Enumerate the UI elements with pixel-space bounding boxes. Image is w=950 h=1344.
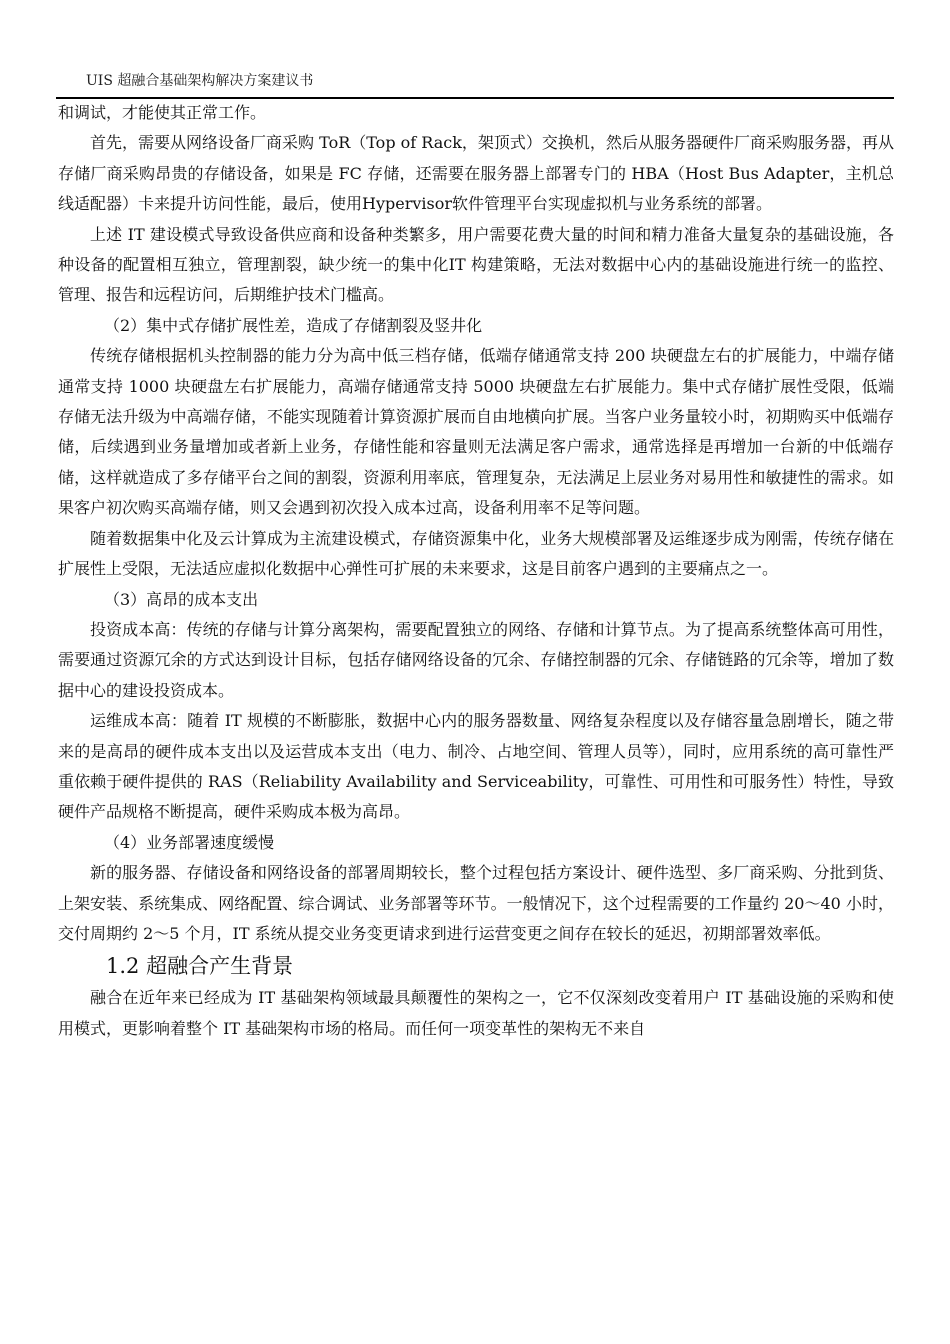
page-header: UIS 超融合基础架构解决方案建议书	[86, 73, 314, 89]
paragraph: 和调试，才能使其正常工作。	[58, 103, 267, 122]
paragraph: 首先，需要从网络设备厂商采购 ToR（Top of Rack，架顶式）交换机，然后从服务器硬件厂商采购服务器，再从存储厂商采购昂贵的存储设备，如果是 FC 存储，还需要在服务器上部署专门的 HBA（Host Bus Adapter，主机总线适配器）卡来提升访问性能，最后，使用Hypervisor软件管理平台实现虚拟机与业务系统的部署。	[58, 133, 894, 214]
paragraph: 传统存储根据机头控制器的能力分为高中低三档存储，低端存储通常支持 200 块硬盘左右的扩展能力，中端存储通常支持 1000 块硬盘左右扩展能力，高端存储通常支持 5000 块硬盘左右扩展能力。集中式存储扩展性受限，低端存储无法升级为中高端存储，不能实现随着计算资源扩展而自由地横向扩展。当客户业务量较小时，初期购买中低端存储，后续遇到业务量增加或者新上业务，存储性能和容量则无法满足客户需求，通常选择是再增加一台新的中低端存储，这样就造成了多存储平台之间的割裂，资源利用率底，管理复杂，无法满足上层业务对易用性和敏捷性的需求。如果客户初次购买高端存储，则又会遇到初次投入成本过高，设备利用率不足等问题。	[58, 346, 894, 518]
paragraph: 投资成本高：传统的存储与计算分离架构，需要配置独立的网络、存储和计算节点。为了提高系统整体高可用性，需要通过资源冗余的方式达到设计目标，包括存储网络设备的冗余、存储控制器的冗余、存储链路的冗余等，增加了数据中心的建设投资成本。	[58, 619, 894, 700]
subheading: （4）业务部署速度缓慢	[104, 832, 275, 852]
paragraph: 运维成本高：随着 IT 规模的不断膨胀，数据中心内的服务器数量、网络复杂程度以及存储容量急剧增长，随之带来的是高昂的硬件成本支出以及运营成本支出（电力、制冷、占地空间、管理人员等），同时，应用系统的高可靠性严重依赖于硬件提供的 RAS（Reliability Availability and Serviceability，可靠性、可用性和可服务性）特性，导致硬件产品规格不断提高，硬件采购成本极为高昂。	[58, 711, 894, 822]
paragraph: 随着数据集中化及云计算成为主流建设模式，存储资源集中化，业务大规模部署及运维逐步成为刚需，传统存储在扩展性上受限，无法适应虚拟化数据中心弹性可扩展的未来要求，这是目前客户遇到的主要痛点之一。	[58, 528, 894, 579]
section-heading: 1.2 超融合产生背景	[106, 954, 294, 979]
subheading: （3）高昂的成本支出	[104, 589, 259, 609]
paragraph: 融合在近年来已经成为 IT 基础架构领域最具颠覆性的架构之一，它不仅深刻改变着用户 IT 基础设施的采购和使用模式，更影响着整个 IT 基础架构市场的格局。而任何一项变革性的架构无不来自	[58, 988, 894, 1038]
document-body	[58, 98, 894, 1044]
subheading: （2）集中式存储扩展性差，造成了存储割裂及竖井化	[104, 315, 483, 335]
paragraph: 上述 IT 建设模式导致设备供应商和设备种类繁多，用户需要花费大量的时间和精力准备大量复杂的基础设施，各种设备的配置相互独立，管理割裂，缺少统一的集中化IT 构建策略，无法对数据中心内的基础设施进行统一的监控、管理、报告和远程访问，后期维护技术门槛高。	[58, 224, 894, 305]
paragraph: 新的服务器、存储设备和网络设备的部署周期较长，整个过程包括方案设计、硬件选型、多厂商采购、分批到货、上架安装、系统集成、网络配置、综合调试、业务部署等环节。一般情况下，这个过程需要的工作量约 20～40 小时，交付周期约 2～5 个月，IT 系统从提交业务变更请求到进行运营变更之间存在较长的延迟，初期部署效率低。	[58, 863, 894, 943]
